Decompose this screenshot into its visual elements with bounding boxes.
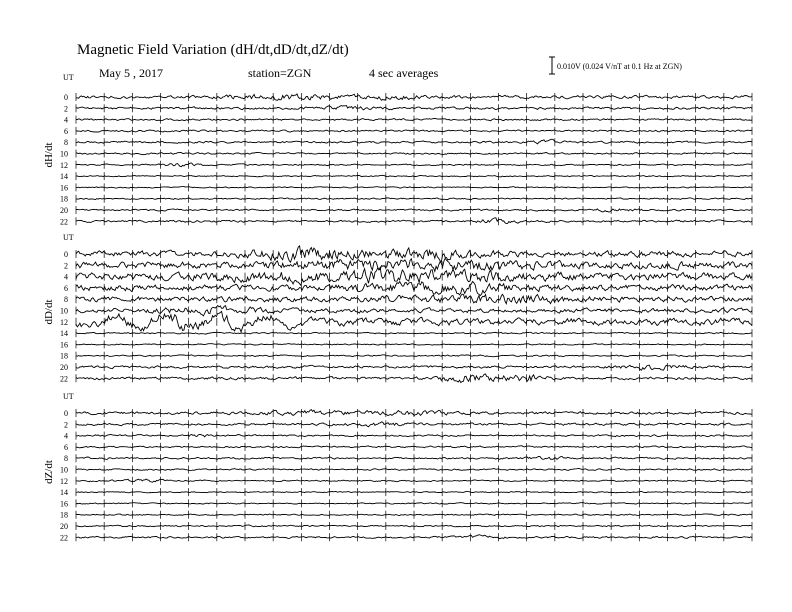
ut-label: UT — [63, 73, 74, 82]
hour-tick-label: 2 — [64, 104, 68, 114]
hour-tick-label: 20 — [60, 363, 68, 372]
hour-tick-label: 6 — [64, 126, 68, 136]
hour-tick-label: 6 — [64, 283, 68, 293]
hour-tick-label: 10 — [60, 306, 68, 316]
panel-dH-dt — [43, 73, 752, 226]
panel-ylabel: dD/dt — [43, 299, 55, 325]
hour-tick-label: 6 — [64, 442, 68, 452]
hour-tick-label: 12 — [60, 476, 68, 486]
hour-tick-label: 22 — [60, 217, 68, 227]
hour-tick-label: 14 — [60, 172, 68, 182]
hour-tick-label: 4 — [64, 115, 68, 125]
hour-tick-label: 14 — [60, 488, 68, 498]
hour-tick-label: 16 — [60, 499, 68, 509]
hour-tick-label: 18 — [60, 510, 68, 520]
hour-tick-label: 10 — [60, 465, 68, 475]
ut-label: UT — [63, 233, 74, 242]
panels-group — [43, 73, 752, 542]
hour-tick-label: 12 — [60, 317, 68, 327]
hour-tick-label: 16 — [60, 340, 68, 350]
hour-tick-label: 2 — [64, 261, 68, 271]
hour-tick-label: 10 — [60, 149, 68, 159]
hour-tick-label: 8 — [64, 295, 68, 305]
hour-tick-label: 4 — [64, 272, 68, 282]
panel-ylabel: dZ/dt — [43, 460, 55, 484]
ut-label: UT — [63, 392, 74, 401]
hour-tick-label: 18 — [60, 351, 68, 361]
panel-dZ-dt — [43, 392, 752, 542]
trace-line — [76, 267, 752, 285]
date-label: May 5 , 2017 — [99, 66, 163, 80]
hour-tick-label: 20 — [60, 206, 68, 215]
averaging-label: 4 sec averages — [369, 66, 439, 80]
hour-tick-label: 22 — [60, 374, 68, 384]
chart-title: Magnetic Field Variation (dH/dt,dD/dt,dZ/dt) — [77, 42, 349, 58]
hour-tick-label: 0 — [64, 250, 68, 259]
hour-tick-label: 14 — [60, 329, 68, 339]
hour-tick-label: 0 — [64, 93, 68, 102]
hour-tick-label: 12 — [60, 160, 68, 170]
hour-tick-label: 0 — [64, 409, 68, 418]
station-label: station=ZGN — [248, 66, 312, 80]
hour-tick-label: 16 — [60, 183, 68, 193]
hour-tick-label: 22 — [60, 533, 68, 543]
hour-tick-label: 8 — [64, 454, 68, 464]
hour-tick-label: 18 — [60, 194, 68, 204]
panel-dD-dt — [43, 233, 752, 383]
hour-tick-label: 8 — [64, 138, 68, 148]
scale-bar — [549, 57, 555, 74]
hour-tick-label: 2 — [64, 420, 68, 430]
hour-tick-label: 4 — [64, 431, 68, 441]
hour-tick-label: 20 — [60, 522, 68, 531]
scale-note: 0.010V (0.024 V/nT at 0.1 Hz at ZGN) — [557, 62, 682, 71]
panel-ylabel: dH/dt — [43, 142, 55, 168]
